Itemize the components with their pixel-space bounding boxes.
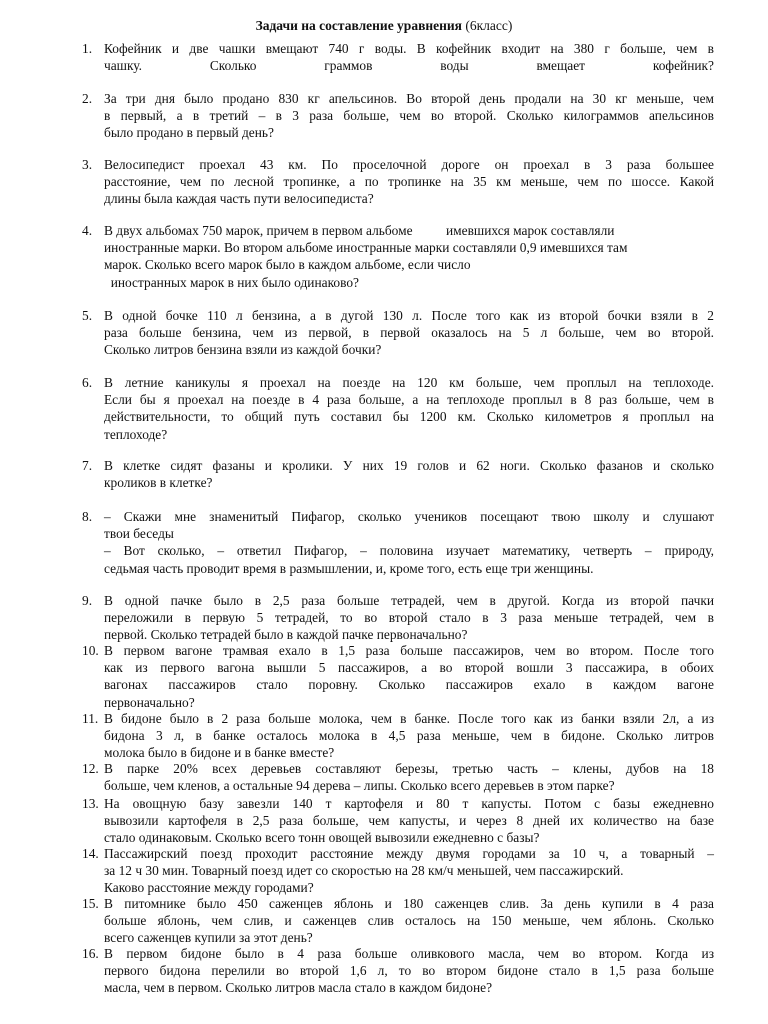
task-line: В первом вагоне трамвая ехало в 1,5 раза больше пассажиров, чем во втором. После того <box>104 643 714 658</box>
title-bold: Задачи на составление уравнения <box>255 18 462 33</box>
task-line: твои беседы <box>104 526 174 542</box>
task-text <box>104 845 714 897</box>
task-text <box>104 374 714 443</box>
task-text <box>104 222 714 291</box>
task-line: марок. Сколько всего марок было в каждом альбоме, если число <box>104 257 471 273</box>
task-item <box>82 90 714 142</box>
task-text <box>104 895 714 947</box>
task-line: В питомнике было 450 саженцев яблонь и 180 саженцев слив. За день купили в 4 раза <box>104 896 714 911</box>
task-number: 9. <box>82 593 93 608</box>
task-number: 11. <box>82 711 99 726</box>
task-line: всего саженцев купили за этот день? <box>104 930 313 946</box>
task-item <box>82 457 714 491</box>
task-number: 15. <box>82 896 99 911</box>
task-number: 3. <box>82 157 93 172</box>
task-number: 7. <box>82 458 93 473</box>
task-line: – Вот сколько, – ответил Пифагор, – половина изучает математику, четверть – природу, <box>104 543 714 559</box>
task-line: бидона 3 л, в банке осталось молока в 4,5 раза меньше, чем в бидоне. Сколько литров <box>104 728 714 744</box>
task-item <box>82 592 714 644</box>
task-line: за 12 ч 30 мин. Товарный поезд идет со скоростью на 28 км/ч меньшей, чем пассажирский. <box>104 863 624 879</box>
task-number: 10. <box>82 643 99 658</box>
task-line: Велосипедист проехал 43 км. По проселочной дороге он проехал в 3 раза большее <box>104 157 714 172</box>
task-line: иностранных марок в них было одинаково? <box>104 274 359 290</box>
task-text <box>104 40 714 74</box>
task-line: вывозили картофеля в 2,5 раза больше, чем капусты, и через 8 дней их количество на базе <box>104 813 714 829</box>
task-number: 5. <box>82 308 93 323</box>
task-text <box>104 795 714 847</box>
task-line: За три дня было продано 830 кг апельсинов. Во второй день продали на 30 кг меньше, чем <box>104 91 714 106</box>
task-item <box>82 945 714 997</box>
task-line: В двух альбомах 750 марок, причем в первом альбоме имевшихся марок составляли <box>104 223 615 238</box>
task-line: Кофейник и две чашки вмещают 740 г воды. В кофейник входит на 380 г больше, чем в <box>104 41 714 56</box>
task-number: 4. <box>82 223 93 238</box>
task-number: 2. <box>82 91 93 106</box>
task-line: вагонах пассажиров стало поровну. Сколько пассажиров ехало в каждом вагоне <box>104 677 714 693</box>
task-item <box>82 40 714 74</box>
task-line: действительности, то общий путь составил бы 1200 км. Сколько километров я проплыл на <box>104 409 714 425</box>
task-text <box>104 642 714 711</box>
task-line: В первом бидоне было в 4 раза больше оливкового масла, чем во втором. Когда из <box>104 946 714 961</box>
task-number: 13. <box>82 796 99 811</box>
task-line: было продано в первый день? <box>104 125 274 141</box>
task-number: 6. <box>82 375 93 390</box>
task-line: седьмая часть проводит время в размышлении, и, кроме того, есть еще три женщины. <box>104 560 594 576</box>
task-item <box>82 795 714 847</box>
task-line: В одной бочке 110 л бензина, а в дугой 130 л. После того как из второй бочки взяли в 2 <box>104 308 714 323</box>
task-line: молока было в бидоне и в банке вместе? <box>104 745 335 761</box>
task-item <box>82 760 714 794</box>
task-line: Каково расстояние между городами? <box>104 880 314 896</box>
task-line: Пассажирский поезд проходит расстояние между двумя городами за 10 ч, а товарный – <box>104 846 714 861</box>
task-line: первой. Сколько тетрадей было в каждой пачке первоначально? <box>104 627 468 643</box>
task-number: 14. <box>82 846 99 861</box>
task-line: больше яблонь, чем слив, и саженцев слив осталось на 150 меньше, чем яблонь. Сколько <box>104 913 714 929</box>
task-line: как из первого вагона вышли 5 пассажиров, а во второй вошли 3 пассажира, в обоих <box>104 660 714 676</box>
task-text <box>104 307 714 359</box>
task-line: В клетке сидят фазаны и кролики. У них 19 голов и 62 ноги. Сколько фазанов и сколько <box>104 458 714 473</box>
task-number: 16. <box>82 946 99 961</box>
task-line: длины была каждая часть пути велосипедиста? <box>104 191 374 207</box>
task-line: кроликов в клетке? <box>104 475 213 491</box>
page-title <box>0 18 768 34</box>
title-grade: (6класс) <box>462 18 513 33</box>
task-text <box>104 592 714 644</box>
task-item <box>82 895 714 947</box>
task-line: масла, чем в первом. Сколько литров масла стало в каждом бидоне? <box>104 980 493 996</box>
task-line: раза больше бензина, чем из первой, в первой оказалось на 5 л больше, чем во второй. <box>104 325 714 341</box>
task-item <box>82 508 714 577</box>
task-text <box>104 156 714 208</box>
task-line: первоначально? <box>104 694 195 710</box>
task-line: расстояние, чем по лесной тропинке, а по тропинке на 35 км меньше, чем по шоссе. Какой <box>104 174 714 190</box>
task-line: в первый, а в третий – в 3 раза больше, чем во второй. Сколько килограммов апельсинов <box>104 108 714 124</box>
task-line: В летние каникулы я проехал на поезде на 120 км больше, чем проплыл на теплоходе. <box>104 375 714 390</box>
task-line: теплоходе? <box>104 426 168 442</box>
task-line: Если бы я проехал на поезде в 4 раза больше, а на теплоходе проплыл в 8 раз больше, чем в <box>104 392 714 408</box>
task-item <box>82 374 714 443</box>
task-line: чашку. Сколько граммов воды вмещает кофейник? <box>104 58 714 74</box>
task-text <box>104 508 714 577</box>
task-number: 1. <box>82 41 93 56</box>
task-item <box>82 156 714 208</box>
task-line: иностранные марки. Во втором альбоме иностранные марки составляли 0,9 имевшихся там <box>104 240 628 256</box>
task-line: первого бидона перелили во второй 1,6 л, то во втором бидоне стало в 1,5 раза больше <box>104 963 714 979</box>
task-line: В парке 20% всех деревьев составляют березы, третью часть – клены, дубов на 18 <box>104 761 714 776</box>
task-text <box>104 710 714 762</box>
task-text <box>104 457 714 491</box>
task-line: На овощную базу завезли 140 т картофеля и 80 т капусты. Потом с базы ежедневно <box>104 796 714 811</box>
task-text <box>104 760 714 794</box>
task-line: стало одинаковым. Сколько всего тонн овощей вывозили ежедневно с базы? <box>104 830 540 846</box>
task-number: 12. <box>82 761 99 776</box>
task-text <box>104 945 714 997</box>
task-line: больше, чем кленов, а остальные 94 дерева – липы. Сколько всего деревьев в этом парке? <box>104 778 615 794</box>
task-item <box>82 642 714 711</box>
task-item <box>82 845 714 897</box>
task-item <box>82 222 714 291</box>
task-number: 8. <box>82 509 93 524</box>
task-text <box>104 90 714 142</box>
task-line: Сколько литров бензина взяли из каждой бочки? <box>104 342 382 358</box>
task-line: В бидоне было в 2 раза больше молока, чем в банке. После того как из банки взяли 2л, а из <box>104 711 714 726</box>
task-item <box>82 710 714 762</box>
task-line: переложили в первую 5 тетрадей, то во второй стало в 3 раза меньше тетрадей, чем в <box>104 610 714 626</box>
task-line: – Скажи мне знаменитый Пифагор, сколько учеников посещают твою школу и слушают <box>104 509 714 524</box>
task-item <box>82 307 714 359</box>
task-line: В одной пачке было в 2,5 раза больше тетрадей, чем в другой. Когда из второй пачки <box>104 593 714 608</box>
